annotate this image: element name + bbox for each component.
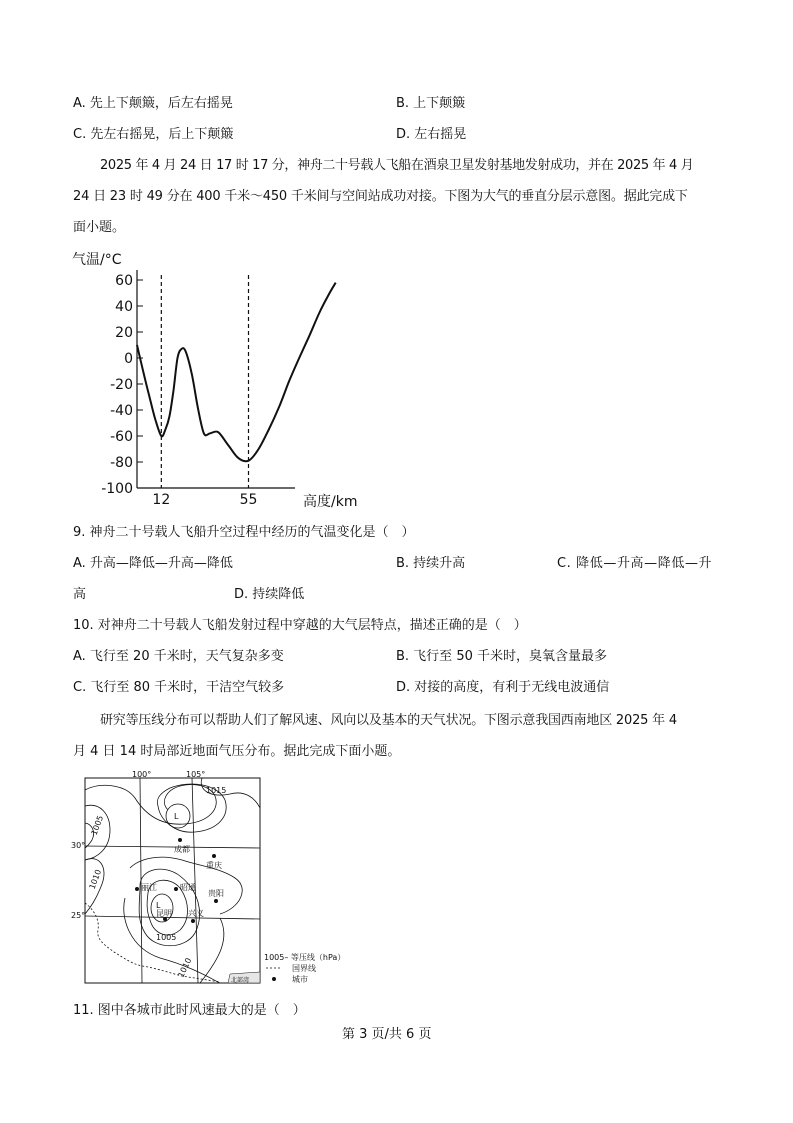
y-tick-label: -40	[110, 403, 133, 419]
y-tick-label: 40	[115, 299, 133, 315]
q8-option-d: D. 左右摇晃	[396, 127, 467, 142]
isobar-label-1005-south: 1005	[156, 933, 177, 942]
y-axis-label: 气温/°C	[72, 252, 122, 268]
page-footer: 第 3 页/共 6 页	[342, 1027, 432, 1042]
legend-border: 国界线	[292, 964, 316, 973]
city-label-zhaotong: 昭通	[180, 883, 196, 892]
passage2-line1: 研究等压线分布可以帮助人们了解风速、风向以及基本的天气状况。下图示意我国西南地区 2025 年 4	[100, 713, 677, 728]
lat-label-30: 30°	[71, 841, 86, 850]
city-label-xingyi: 兴义	[188, 909, 204, 918]
y-tick-label: -20	[110, 377, 133, 393]
city-label-kunming: 昆明	[156, 909, 172, 918]
passage1-line2: 24 日 23 时 49 分在 400 千米～450 千米间与空间站成功对接。下图为大气的垂直分层示意图。据此完成下	[73, 189, 688, 204]
city-label-chengdu: 成都	[174, 845, 190, 854]
low-center-south: L	[156, 901, 161, 910]
city-label-lijiang: 丽江	[141, 883, 157, 892]
legend-isobar: 1005– 等压线（hPa）	[264, 953, 346, 962]
y-tick-label: 60	[115, 273, 133, 289]
y-tick-label: -60	[110, 429, 133, 445]
x-tick-label: 55	[239, 492, 258, 508]
city-dot-zhaotong	[174, 887, 178, 891]
city-label-chongqing: 重庆	[206, 861, 222, 870]
isobar-label-1010-south: 1010	[176, 956, 194, 979]
city-dot-chongqing	[212, 854, 216, 858]
lat-label-25: 25°	[71, 911, 86, 920]
q9-stem: 9. 神舟二十号载人飞船升空过程中经历的气温变化是（ ）	[73, 525, 415, 540]
q9-option-a: A. 升高—降低—升高—降低	[73, 556, 233, 571]
q8-option-c: C. 先左右摇晃，后上下颠簸	[73, 127, 234, 142]
q11-stem: 11. 图中各城市此时风速最大的是（ ）	[73, 1003, 306, 1018]
passage1-line1: 2025 年 4 月 24 日 17 时 17 分，神舟二十号载人飞船在酒泉卫星发射基地发射成功，并在 2025 年 4 月	[100, 158, 694, 173]
parallel-30	[85, 846, 260, 848]
q10-stem: 10. 对神舟二十号载人飞船发射过程中穿越的大气层特点，描述正确的是（ ）	[73, 618, 527, 633]
passage1-line3: 面小题。	[73, 220, 126, 235]
lon-label-105: 105°	[186, 770, 206, 779]
x-tick-label: 12	[152, 492, 171, 508]
y-tick-label: 20	[115, 325, 133, 341]
city-dot-xingyi	[191, 919, 195, 923]
map-frame	[85, 778, 260, 983]
q9-option-c: C. 降低—升高—降低—升	[557, 556, 713, 571]
atmosphere-temperature-chart	[60, 240, 390, 515]
city-dot-lijiang	[135, 887, 139, 891]
passage2-line2: 月 4 日 14 时局部近地面气压分布。据此完成下面小题。	[73, 744, 401, 759]
q9-option-c-continued: 高	[73, 587, 87, 602]
y-tick-label: -100	[101, 481, 133, 497]
lon-label-100: 100°	[132, 770, 152, 779]
q10-option-c: C. 飞行至 80 千米时，干洁空气较多	[73, 680, 285, 695]
q10-option-b: B. 飞行至 50 千米时，臭氧含量最多	[396, 649, 607, 664]
x-axis-label: 高度/km	[303, 494, 358, 510]
q8-option-b: B. 上下颠簸	[396, 96, 466, 111]
isobar-map	[70, 768, 370, 990]
q9-option-d: D. 持续降低	[234, 587, 305, 602]
city-dot-chengdu	[178, 838, 182, 842]
city-dot-guiyang	[214, 899, 218, 903]
city-label-guiyang: 贵阳	[208, 889, 224, 898]
isobar-south-east	[200, 918, 224, 983]
low-center-north: L	[174, 812, 179, 821]
temperature-curve	[137, 283, 336, 462]
isobar-label-1005-west: 1005	[89, 814, 106, 837]
legend-city: 城市	[292, 975, 308, 984]
isobar-label-1015: 1015	[206, 786, 227, 795]
gulf-label: 北部湾	[231, 977, 250, 984]
q10-option-d: D. 对接的高度，有利于无线电波通信	[396, 680, 610, 695]
y-tick-label: -80	[110, 455, 133, 471]
isobar-label-1010-west: 1010	[87, 868, 104, 891]
y-tick-label: 0	[124, 351, 133, 367]
meridian-105	[192, 778, 198, 983]
parallel-25	[85, 916, 260, 919]
q10-option-a: A. 飞行至 20 千米时，天气复杂多变	[73, 649, 284, 664]
q8-option-a: A. 先上下颠簸，后左右摇晃	[73, 96, 233, 111]
legend-city-dot	[272, 977, 276, 981]
q9-option-b: B. 持续升高	[396, 556, 466, 571]
